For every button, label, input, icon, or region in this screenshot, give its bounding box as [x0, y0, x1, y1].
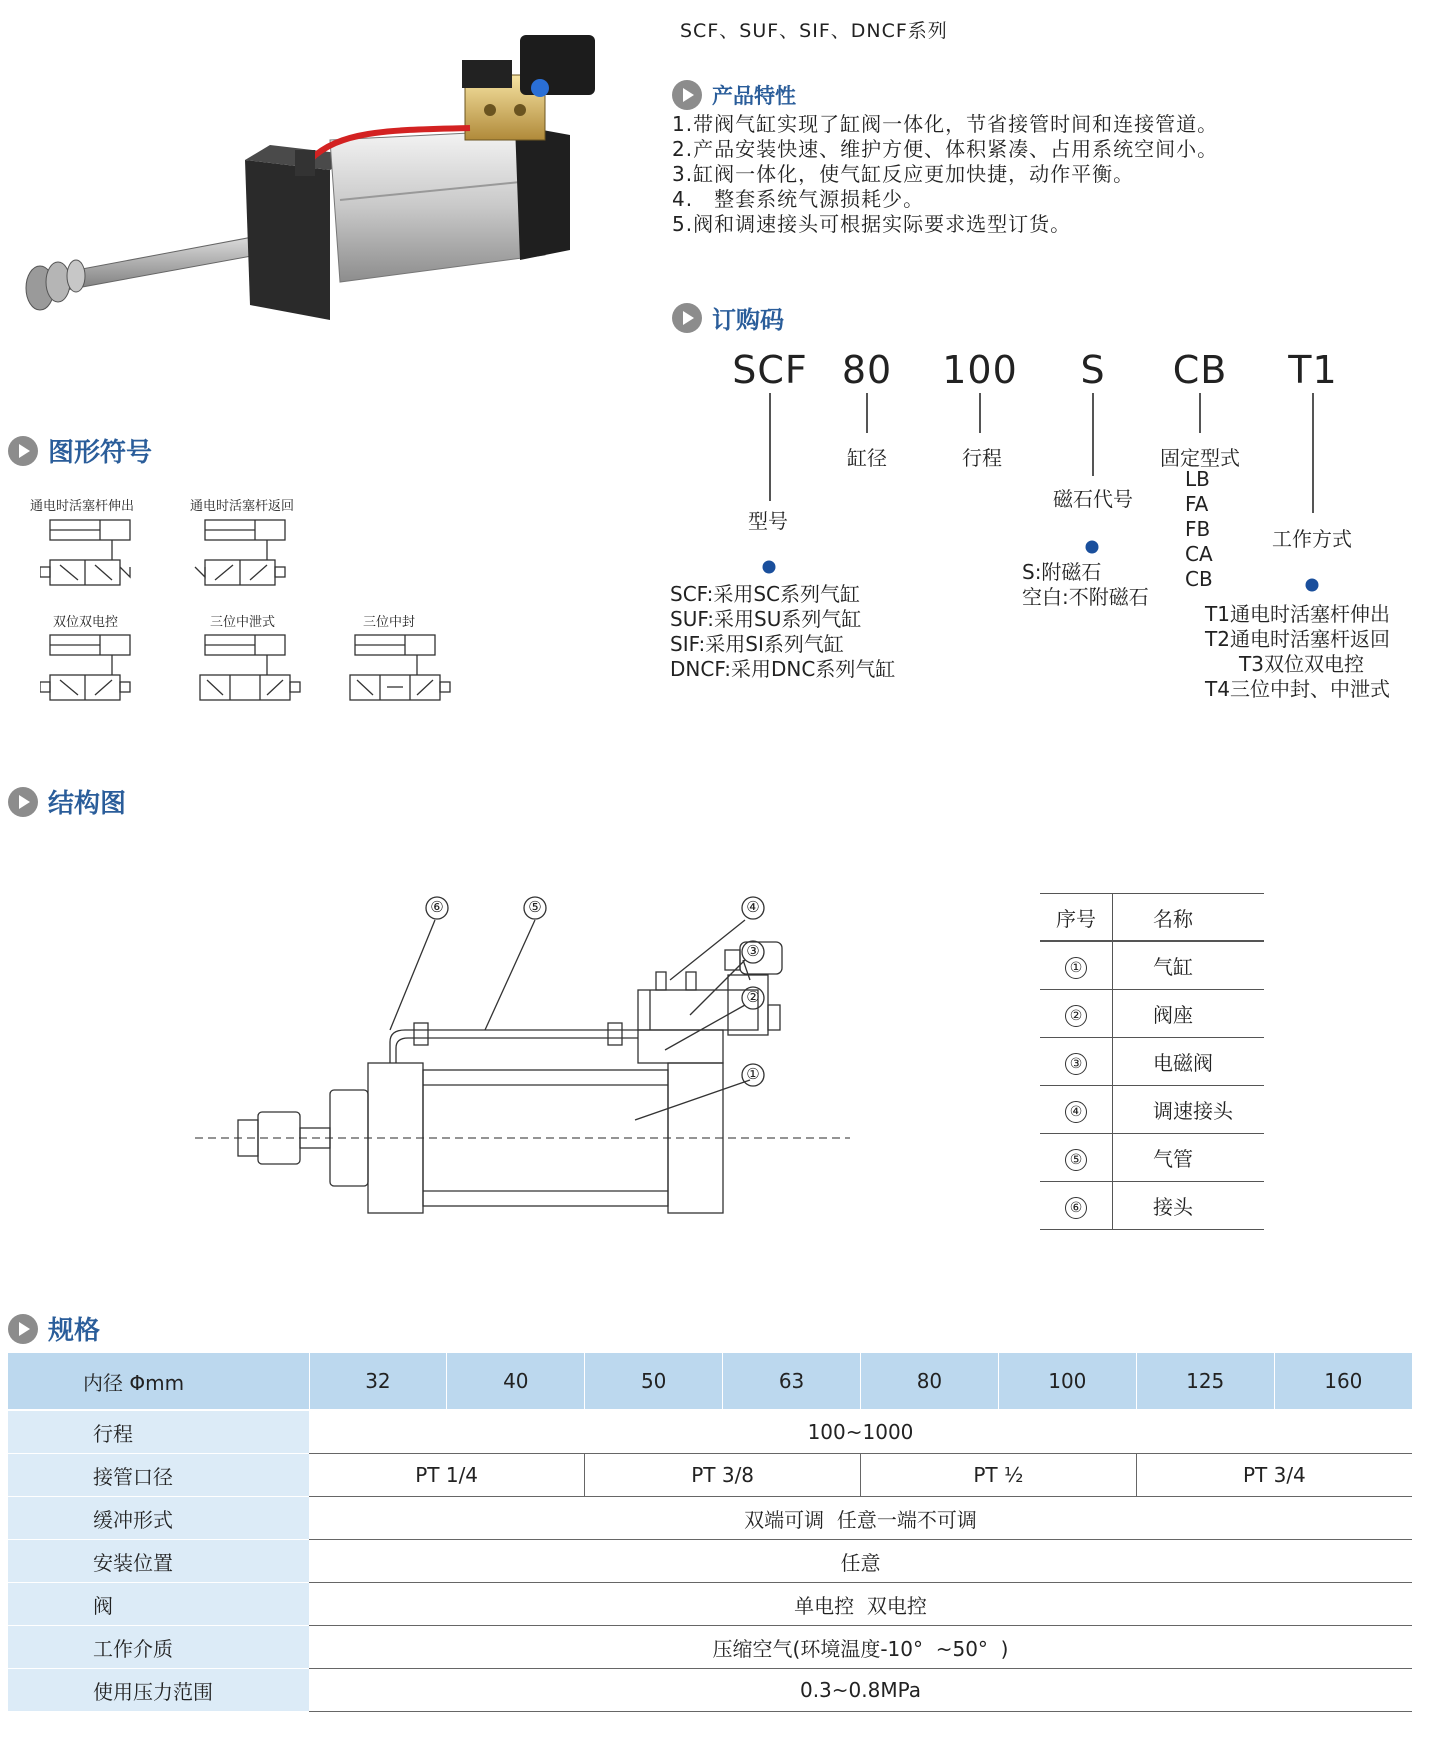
symbol-label: 通电时活塞杆返回 [190, 499, 295, 514]
label-bore: 缸径 [847, 446, 887, 470]
part-name: 气管 [1113, 1134, 1265, 1182]
table-row [8, 1669, 1412, 1712]
feature-item: 2.产品安装快速、维护方便、体积紧凑、占用系统空间小。 [672, 137, 1219, 161]
section-order-code-title: 订购码 [712, 306, 784, 334]
table-row [8, 1583, 1412, 1626]
symbol-label: 双位双电控 [53, 615, 119, 630]
table-row [1040, 1038, 1264, 1086]
mode-options [1205, 602, 1390, 702]
section-symbols-title: 图形符号 [48, 438, 153, 468]
product-photo [10, 20, 630, 350]
section-specs [8, 1310, 100, 1347]
mount-options [1185, 467, 1213, 592]
table-row [8, 1540, 1412, 1583]
part-no: ⑥ [1065, 1197, 1087, 1219]
part-no: ③ [1065, 1053, 1087, 1075]
pneumatic-symbols [40, 515, 460, 705]
section-structure-title: 结构图 [48, 789, 127, 819]
section-order-code [672, 300, 784, 335]
callout-5: ⑤ [528, 898, 542, 916]
part-no: ① [1065, 957, 1087, 979]
parts-table-header [1040, 894, 1264, 942]
bore-value: 160 [1274, 1353, 1412, 1410]
section-specs-title: 规格 [48, 1316, 101, 1346]
bullet-dot [763, 561, 776, 574]
play-icon [8, 1314, 38, 1344]
bore-value: 32 [309, 1353, 447, 1410]
table-row [1040, 1134, 1264, 1182]
part-name: 气缸 [1113, 941, 1265, 990]
spec-label-pressure: 使用压力范围 [8, 1669, 309, 1712]
table-row [1040, 990, 1264, 1038]
callout-4: ④ [746, 898, 760, 916]
mode-option: T2通电时活塞杆返回 [1205, 627, 1390, 651]
symbol-three-exhaust [200, 635, 300, 700]
leader-line [1199, 393, 1201, 433]
label-stroke: 行程 [962, 446, 1002, 470]
part-no: ② [1065, 1005, 1087, 1027]
spec-value-port: PT ½ [861, 1454, 1137, 1497]
spec-value-pressure: 0.3~0.8MPa [309, 1669, 1412, 1712]
leader-line [1092, 393, 1094, 476]
spec-table [8, 1353, 1412, 1712]
spec-header-row [8, 1353, 1412, 1410]
spec-value-port: PT 3/8 [585, 1454, 861, 1497]
section-features-title: 产品特性 [712, 84, 796, 108]
code-part-mode: T1 [1288, 348, 1338, 392]
magnet-option: S:附磁石 [1022, 560, 1102, 584]
mode-option: T4三位中封、中泄式 [1205, 677, 1390, 701]
feature-item: 3.缸阀一体化，使气缸反应更加快捷，动作平衡。 [672, 162, 1135, 186]
feature-item: 5.阀和调速接头可根据实际要求选型订货。 [672, 212, 1072, 236]
model-option: DNCF:采用DNC系列气缸 [670, 657, 896, 681]
code-part-magnet: S [1080, 348, 1106, 392]
mount-option: CB [1185, 567, 1213, 591]
section-features [672, 80, 796, 110]
spec-label-cushion: 缓冲形式 [8, 1497, 309, 1540]
parts-table [1040, 893, 1264, 1230]
callout-6: ⑥ [430, 898, 444, 916]
parts-col-name: 名称 [1113, 894, 1265, 942]
mount-option: FB [1185, 517, 1211, 541]
symbol-label: 通电时活塞杆伸出 [30, 499, 135, 514]
mount-option: LB [1185, 467, 1210, 491]
part-no: ⑤ [1065, 1149, 1087, 1171]
spec-label-valve: 阀 [8, 1583, 309, 1626]
section-symbols [8, 432, 152, 469]
symbol-label: 三位中泄式 [210, 615, 276, 630]
code-part-bore: 80 [841, 348, 893, 392]
table-row [8, 1410, 1412, 1454]
callout-3: ③ [746, 942, 760, 960]
spec-value-cushion: 双端可调 任意一端不可调 [309, 1497, 1412, 1540]
bore-value: 80 [861, 1353, 999, 1410]
bore-value: 125 [1136, 1353, 1274, 1410]
spec-label-mount: 安装位置 [8, 1540, 309, 1583]
symbol-double [40, 635, 130, 700]
mount-option: CA [1185, 542, 1213, 566]
label-magnet: 磁石代号 [1053, 487, 1133, 511]
spec-value-port: PT 3/4 [1136, 1454, 1412, 1497]
play-icon [672, 80, 702, 110]
bullet-dot [1306, 579, 1319, 592]
feature-item: 4. 整套系统气源损耗少。 [672, 187, 925, 211]
series-title: SCF、SUF、SIF、DNCF系列 [680, 20, 948, 42]
bore-value: 63 [723, 1353, 861, 1410]
part-name: 接头 [1113, 1182, 1265, 1230]
table-row [8, 1497, 1412, 1540]
symbol-three-closed [350, 635, 450, 700]
spec-value-mount: 任意 [309, 1540, 1412, 1583]
label-model: 型号 [748, 509, 788, 533]
table-row [1040, 941, 1264, 990]
play-icon [8, 787, 38, 817]
spec-label-port: 接管口径 [8, 1454, 309, 1497]
table-row [1040, 1086, 1264, 1134]
part-name: 阀座 [1113, 990, 1265, 1038]
code-part-model: SCF [732, 348, 808, 392]
code-part-mount: CB [1172, 348, 1228, 392]
leader-line [866, 393, 868, 433]
model-options [670, 582, 895, 682]
mode-option: T3双位双电控 [1239, 652, 1364, 676]
play-icon [8, 436, 38, 466]
bore-value: 100 [998, 1353, 1136, 1410]
mount-option: FA [1185, 492, 1209, 516]
table-row [8, 1454, 1412, 1497]
model-option: SUF:采用SU系列气缸 [670, 607, 862, 631]
spec-value-medium: 压缩空气(环境温度-10° ~50° ) [309, 1626, 1412, 1669]
spec-value-stroke: 100~1000 [309, 1410, 1412, 1454]
spec-label-stroke: 行程 [8, 1410, 309, 1454]
callout-2: ② [746, 988, 760, 1006]
mode-option: T1通电时活塞杆伸出 [1205, 602, 1390, 626]
symbol-label: 三位中封 [363, 615, 416, 630]
spec-value-port: PT 1/4 [309, 1454, 585, 1497]
model-option: SCF:采用SC系列气缸 [670, 582, 861, 606]
bore-value: 50 [585, 1353, 723, 1410]
structure-drawing [190, 880, 870, 1240]
code-part-stroke: 100 [942, 348, 1018, 392]
table-row [1040, 1182, 1264, 1230]
parts-col-no: 序号 [1040, 894, 1113, 942]
leader-line [979, 393, 981, 433]
part-no: ④ [1065, 1101, 1087, 1123]
label-mode: 工作方式 [1272, 527, 1352, 551]
symbol-extend [40, 520, 130, 585]
leader-line [1312, 393, 1314, 513]
section-structure [8, 783, 126, 820]
table-row [8, 1626, 1412, 1669]
spec-label-bore: 内径 Φmm [8, 1353, 309, 1410]
part-name: 调速接头 [1113, 1086, 1265, 1134]
bore-value: 40 [447, 1353, 585, 1410]
magnet-option: 空白:不附磁石 [1022, 585, 1149, 609]
model-option: SIF:采用SI系列气缸 [670, 632, 844, 656]
label-mount: 固定型式 [1160, 446, 1240, 470]
leader-line [769, 393, 771, 501]
part-name: 电磁阀 [1113, 1038, 1265, 1086]
bullet-dot [1086, 541, 1099, 554]
spec-label-medium: 工作介质 [8, 1626, 309, 1669]
symbol-retract [195, 520, 285, 585]
spec-value-valve: 单电控 双电控 [309, 1583, 1412, 1626]
callout-1: ① [746, 1065, 760, 1083]
feature-item: 1.带阀气缸实现了缸阀一体化，节省接管时间和连接管道。 [672, 112, 1219, 136]
feature-list [672, 112, 1218, 237]
play-icon [672, 303, 702, 333]
magnet-options [1022, 560, 1149, 610]
